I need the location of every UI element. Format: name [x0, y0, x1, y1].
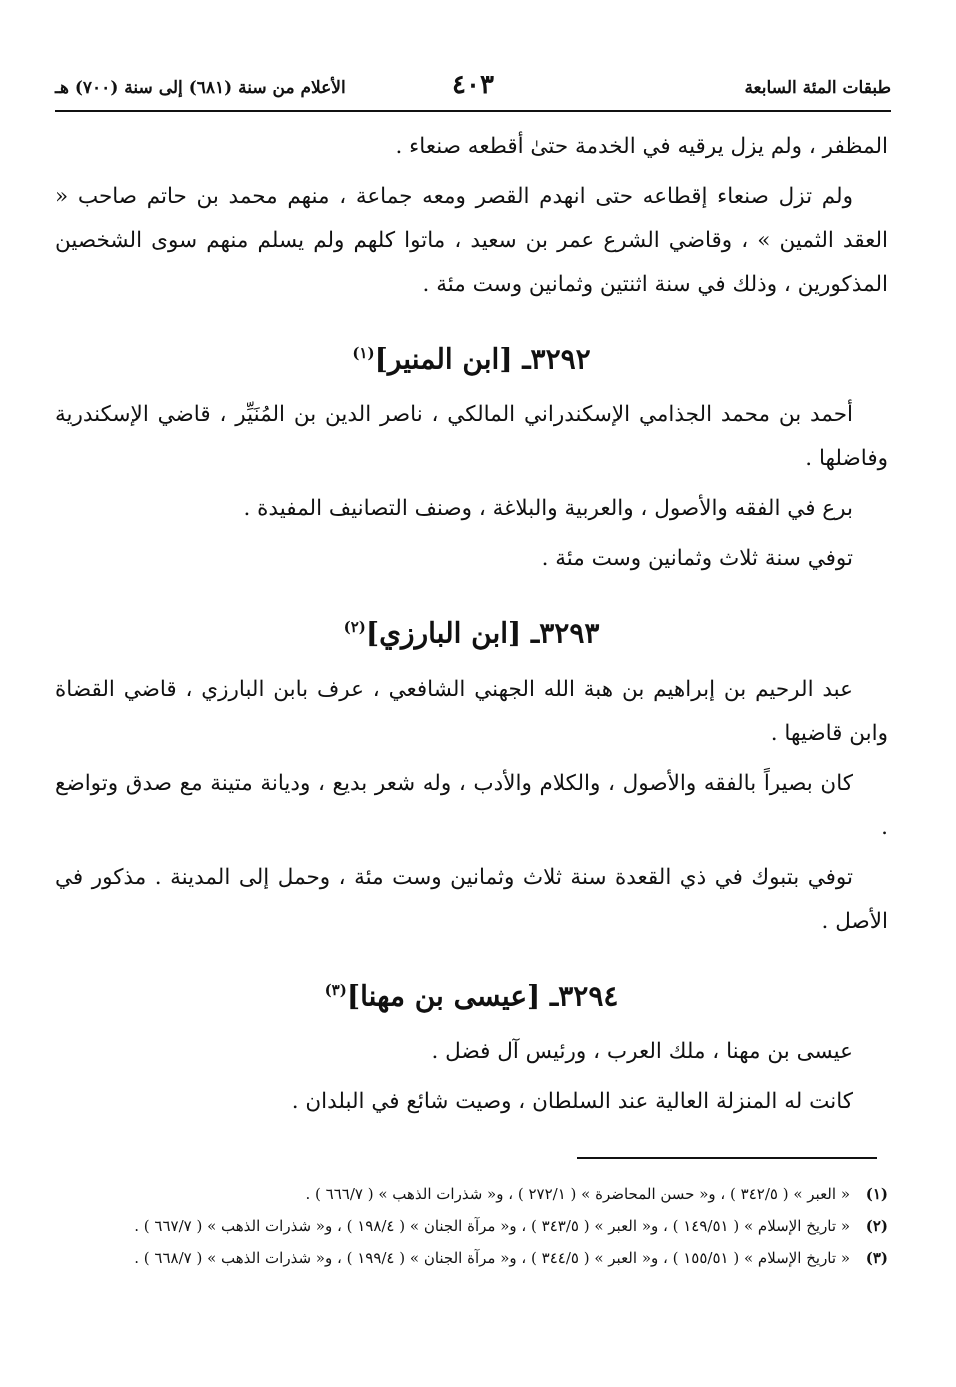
footnote-number: (٢) [865, 1217, 888, 1235]
entry-paragraph: أحمد بن محمد الجذامي الإسكندراني المالكي ، ناصر الدين بن المُنَيِّر ، قاضي الإسكندرية وفاضلها . [55, 402, 888, 472]
entry-paragraph: عيسى بن مهنا ، ملك العرب ، ورئيس آل فضل . [431, 1038, 853, 1064]
entry-title: ٣٢٩٣ـ [ابن البارزي] [365, 616, 600, 650]
intro-paragraph: ولم تزل صنعاء إقطاعه حتى انهدم القصر ومعه جماعة ، منهم محمد بن حاتم صاحب « العقد الثمين » ، وقاضي الشرع عمر بن سعيد ، ماتوا كلهم ولم يسلم منهم سوى الشخصين المذكورين ، وذلك في سنة اثنتين وثمانين وست مئة . [55, 184, 888, 297]
footnote-number: (١) [865, 1185, 888, 1203]
entry-title: ٣٢٩٢ـ [ابن المنير] [374, 342, 591, 376]
footnote [55, 1180, 888, 1208]
footnote [55, 1244, 888, 1272]
running-header [55, 70, 891, 110]
footnote-text: « تاريخ الإسلام » ( ١٥٥/٥١ ) ، و« العبر » ( ٣٤٤/٥ ) ، و« مرآة الجنان » ( ١٩٩/٤ ) ، و« شذرات الذهب » ( ٦٦٨/٧ ) . [134, 1249, 850, 1267]
entry-paragraph: كان بصيراً بالفقه والأصول ، والكلام والأدب ، وله شعر بديع ، وديانة متينة مع صدق وتواضع . [55, 770, 888, 840]
footnote-marker: (٣) [324, 980, 347, 999]
entry-title: ٣٢٩٤ـ [عيسى بن مهنا] [346, 978, 619, 1012]
footnote-rule [577, 1157, 877, 1159]
header-range-title: الأعلام من سنة (٦٨١) إلى سنة (٧٠٠) هـ [55, 78, 346, 98]
entry-paragraph: عبد الرحيم بن إبراهيم بن هبة الله الجهني الشافعي ، عرف بابن البارزي ، قاضي القضاة وابن قاضيها . [55, 676, 888, 746]
footnote-text: « العبر » ( ٣٤٢/٥ ) ، و« حسن المحاضرة » ( ٢٧٢/١ ) ، و« شذرات الذهب » ( ٦٦٦/٧ ) . [305, 1185, 850, 1203]
entry-paragraph: توفي سنة ثلاث وثمانين وست مئة . [541, 546, 853, 572]
entry-heading [55, 329, 888, 383]
entry-heading [55, 603, 888, 657]
footnote-number: (٣) [865, 1249, 888, 1267]
footnotes [55, 1180, 888, 1276]
footnote [55, 1212, 888, 1240]
footnote-marker: (٢) [343, 618, 366, 637]
page-body [55, 125, 888, 1130]
page-number: ٤٠٣ [452, 70, 494, 100]
entry-paragraph: توفي بتبوك في ذي القعدة سنة ثلاث وثمانين وست مئة ، وحمل إلى المدينة . مذكور في الأصل . [55, 864, 888, 934]
intro-paragraph: المظفر ، ولم يزل يرقيه في الخدمة حتىٰ أقطعه صنعاء . [395, 134, 888, 159]
entry-paragraph: كانت له المنزلة العالية عند السلطان ، وصيت شائع في البلدان . [291, 1088, 853, 1114]
header-rule [55, 110, 891, 112]
footnote-text: « تاريخ الإسلام » ( ١٤٩/٥١ ) ، و« العبر » ( ٣٤٣/٥ ) ، و« مرآة الجنان » ( ١٩٨/٤ ) ، و« شذرات الذهب » ( ٦٦٧/٧ ) . [134, 1217, 850, 1235]
entry-paragraph: برع في الفقه والأصول ، والعربية والبلاغة ، وصنف التصانيف المفيدة . [243, 496, 853, 522]
footnote-marker: (١) [352, 344, 375, 362]
header-section-title: طبقات المئة السابعة [744, 78, 891, 98]
entry-heading [55, 966, 888, 1020]
